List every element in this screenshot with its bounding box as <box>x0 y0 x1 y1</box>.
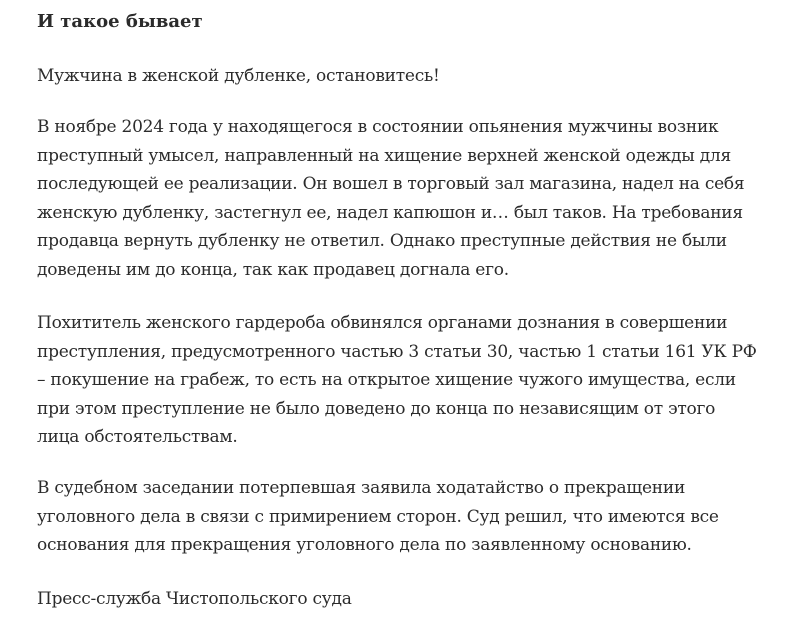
paragraph-line: женскую дубленку, застегнул ее, надел капюшон и… был таков. На требования <box>37 202 743 223</box>
charge-paragraph <box>37 309 757 452</box>
paragraph-line: при этом преступление не было доведено до конца по независящим от этого <box>37 398 716 419</box>
paragraph-line: основания для прекращения уголовного дела по заявленному основанию. <box>37 535 692 555</box>
paragraph-line: преступления, предусмотренного частью 3 статьи 30, частью 1 статьи 161 УК РФ <box>37 341 757 362</box>
verdict-paragraph <box>37 474 719 560</box>
incident-paragraph <box>37 113 744 284</box>
signature-paragraph <box>37 585 352 614</box>
paragraph-line: продавца вернуть дубленку не ответил. Однако преступные действия не были <box>37 231 727 251</box>
paragraph-line: Мужчина в женской дубленке, остановитесь! <box>37 66 440 86</box>
paragraph-line: последующей ее реализации. Он вошел в торговый зал магазина, надел на себя <box>37 174 745 194</box>
paragraph-line: преступный умысел, направленный на хищение верхней женской одежды для <box>37 145 731 166</box>
paragraph-line: доведены им до конца, так как продавец догнала его. <box>37 259 509 280</box>
paragraph-line: – покушение на грабеж, то есть на открытое хищение чужого имущества, если <box>37 370 736 390</box>
intro-paragraph <box>37 62 440 91</box>
paragraph-line: Пресс-служба Чистопольского суда <box>37 589 352 609</box>
paragraph-line: лица обстоятельствам. <box>37 427 238 447</box>
paragraph-line: Похититель женского гардероба обвинялся органами дознания в совершении <box>37 313 728 333</box>
article-heading: И такое бывает <box>37 11 203 32</box>
paragraph-line: В ноябре 2024 года у находящегося в состоянии опьянения мужчины возник <box>37 117 719 137</box>
paragraph-line: уголовного дела в связи с примирением сторон. Суд решил, что имеются все <box>37 506 719 527</box>
paragraph-line: В судебном заседании потерпевшая заявила ходатайство о прекращении <box>37 478 686 498</box>
